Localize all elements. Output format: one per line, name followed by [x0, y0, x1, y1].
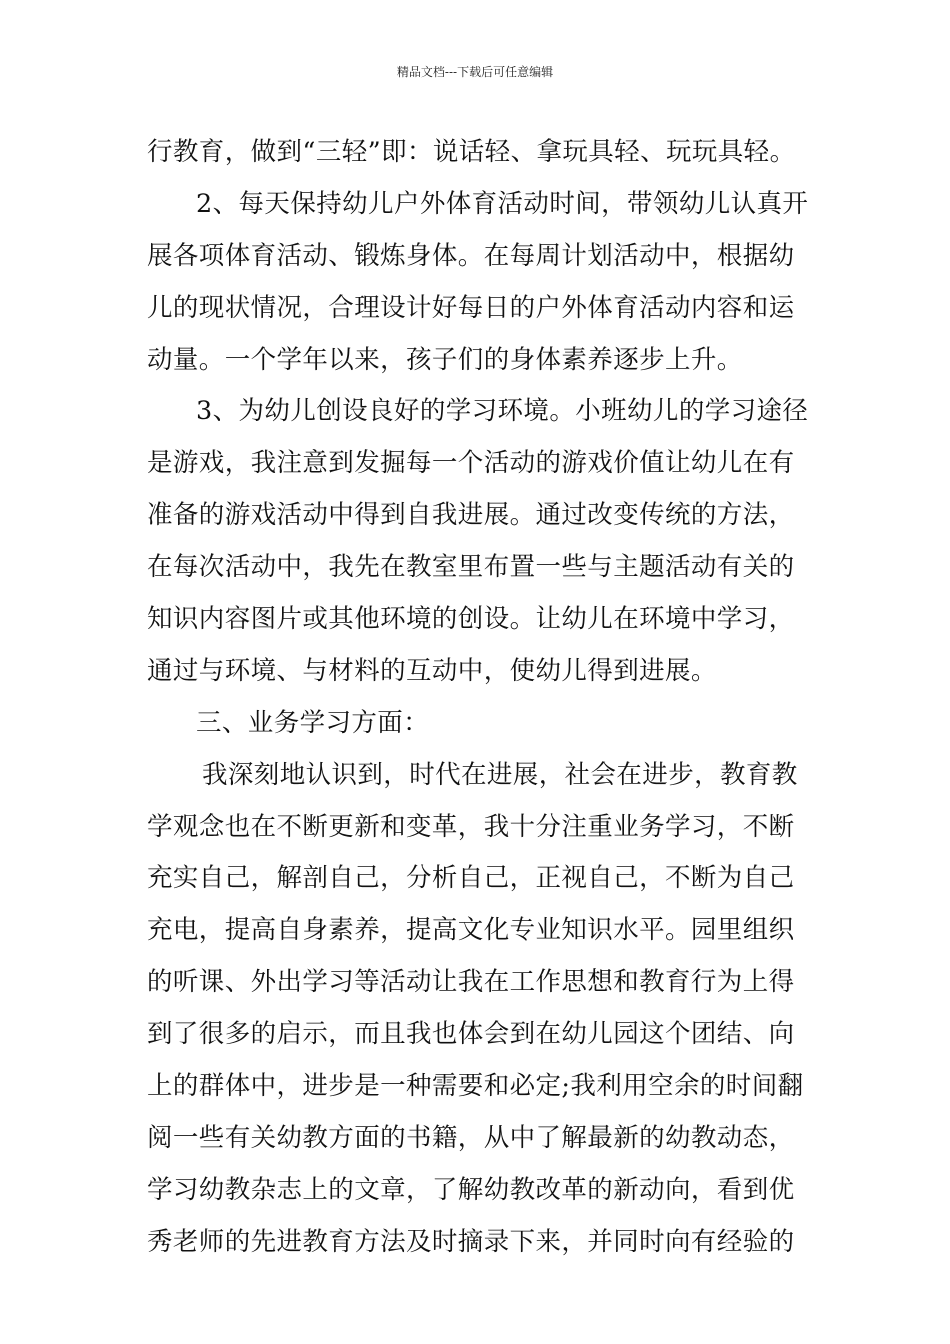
text-line: 知识内容图片或其他环境的创设。让幼儿在环境中学习， — [147, 604, 795, 635]
text-line: 上的群体中，进步是一种需要和必定;我利用空余的时间翻 — [147, 1071, 804, 1102]
text-line: 阅一些有关幼教方面的书籍，从中了解最新的幼教动态， — [147, 1122, 795, 1153]
text-line: 秀老师的先进教育方法及时摘录下来，并同时向有经验的 — [147, 1226, 795, 1257]
text-line: 充实自己，解剖自己，分析自己，正视自己，不断为自己 — [147, 863, 795, 894]
text-line: 2、每天保持幼儿户外体育活动时间，带领幼儿认真开 — [196, 188, 809, 219]
text-line: 动量。一个学年以来，孩子们的身体素养逐步上升。 — [147, 344, 743, 375]
text-line: 3、为幼儿创设良好的学习环境。小班幼儿的学习途径 — [196, 396, 809, 427]
text-line: 的听课、外出学习等活动让我在工作思想和教育行为上得 — [147, 967, 795, 998]
text-line: 是游戏，我注意到发掘每一个活动的游戏价值让幼儿在有 — [147, 448, 795, 479]
text-line: 我深刻地认识到，时代在进展，社会在进步，教育教 — [202, 759, 798, 790]
text-line: 充电，提高自身素养，提高文化专业知识水平。园里组织 — [147, 915, 795, 946]
text-line: 儿的现状情况，合理设计好每日的户外体育活动内容和运 — [147, 292, 795, 323]
page-header: 精品文档---下载后可任意编辑 — [396, 65, 554, 79]
text-line: 学观念也在不断更新和变革，我十分注重业务学习，不断 — [147, 811, 795, 842]
text-line: 行教育，做到“三轻”即：说话轻、拿玩具轻、玩玩具轻。 — [147, 137, 796, 167]
text-line: 到了很多的启示，而且我也体会到在幼儿园这个团结、向 — [147, 1019, 795, 1050]
text-line: 通过与环境、与材料的互动中，使幼儿得到进展。 — [147, 655, 717, 686]
section-heading: 三、业务学习方面： — [196, 707, 430, 738]
document-body — [147, 127, 809, 1269]
text-line: 在每次活动中，我先在教室里布置一些与主题活动有关的 — [147, 552, 795, 583]
text-line: 学习幼教杂志上的文章，了解幼教改革的新动向，看到优 — [147, 1174, 795, 1205]
text-line: 展各项体育活动、锻炼身体。在每周计划活动中，根据幼 — [147, 240, 795, 271]
text-line: 准备的游戏活动中得到自我进展。通过改变传统的方法， — [147, 500, 795, 531]
